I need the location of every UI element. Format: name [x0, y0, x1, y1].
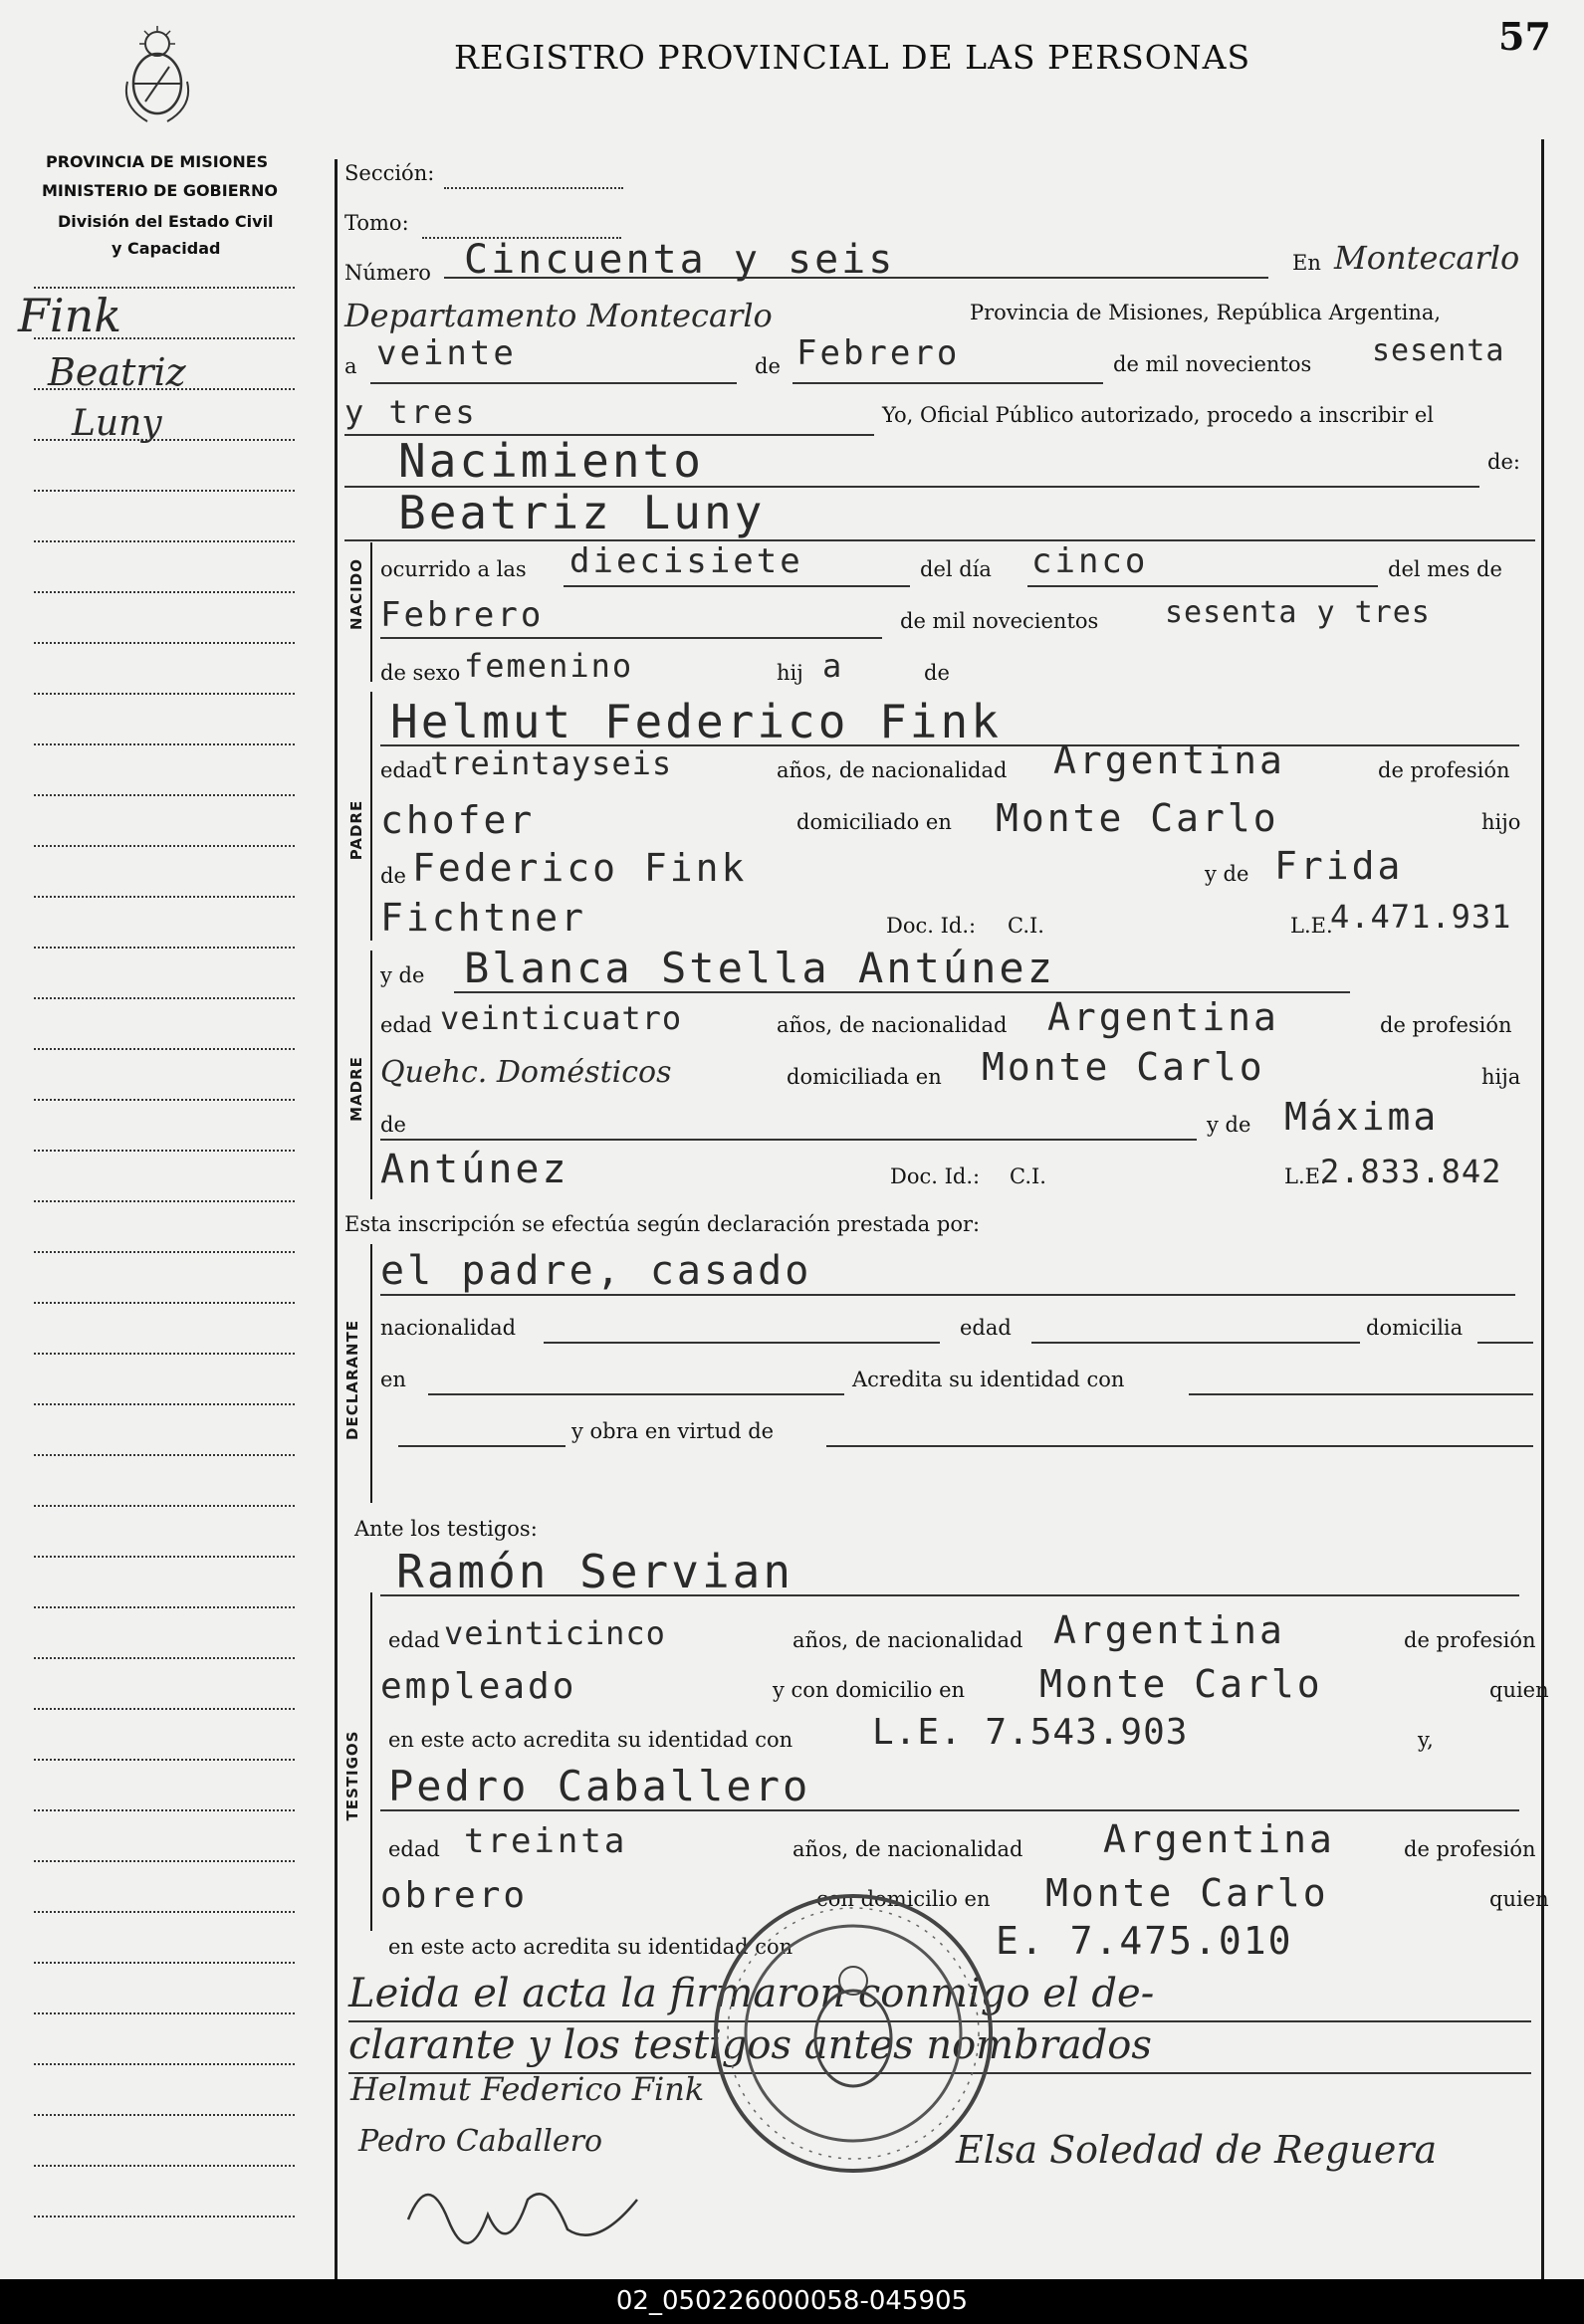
madre-prof-label: de profesión	[1380, 1013, 1512, 1037]
nacido-label: NACIDO	[347, 558, 365, 630]
mes-de-label: de	[755, 354, 781, 378]
margin-ruled-line	[34, 1505, 295, 1507]
padre-edad: treintayseis	[430, 744, 673, 782]
de-padres-label: de	[924, 661, 950, 685]
testigo2-edad-label: edad	[388, 1837, 440, 1861]
margin-ruled-line	[34, 1099, 295, 1101]
testigo2-quien-label: quien	[1489, 1887, 1549, 1911]
margin-ruled-line	[34, 1556, 295, 1558]
margin-given-name-2: Luny	[72, 403, 162, 444]
testigo1-dom-label: y con domicilio en	[773, 1678, 966, 1702]
padre-label: PADRE	[347, 799, 365, 861]
margin-divider-line	[335, 159, 338, 2279]
madre-madre-nombre-b: Antúnez	[380, 1147, 569, 1192]
madre-nombre: Blanca Stella Antúnez	[464, 944, 1056, 992]
madre-nacionalidad: Argentina	[1047, 995, 1279, 1039]
anio-value-b: y tres	[344, 393, 478, 431]
margin-ruled-line	[34, 1353, 295, 1355]
sexo-value: femenino	[464, 647, 634, 685]
madre-nac-label: años, de nacionalidad	[777, 1013, 1008, 1037]
padre-domicilio: Monte Carlo	[996, 796, 1279, 840]
right-border-line	[1541, 139, 1544, 2279]
madre-bracket	[370, 951, 372, 1199]
tomo-label: Tomo:	[344, 211, 409, 235]
firma-oficial: Elsa Soledad de Reguera	[956, 2128, 1438, 2172]
declarante-nac-line	[544, 1342, 940, 1344]
numero-value: Cincuenta y seis	[464, 237, 896, 283]
madre-edad-label: edad	[380, 1013, 432, 1037]
testigos-bracket	[370, 1592, 372, 1931]
margin-ruled-line	[34, 439, 295, 441]
sexo-label: de sexo	[380, 661, 461, 685]
coat-of-arms-emblem	[117, 22, 197, 126]
acto-value: Nacimiento	[398, 434, 704, 488]
margin-ruled-line	[34, 337, 295, 339]
testigo2-dom-label: con domicilio en	[816, 1887, 991, 1911]
a-label: a	[344, 354, 357, 378]
numero-label: Número	[344, 261, 431, 285]
margin-ruled-line	[34, 1759, 295, 1761]
firma-testigo: Pedro Caballero	[358, 2124, 603, 2159]
del-mes-label: del mes de	[1388, 557, 1502, 581]
margin-ruled-line	[34, 1302, 295, 1304]
testigo1-nacionalidad: Argentina	[1053, 1608, 1285, 1652]
margin-ruled-line	[34, 2216, 295, 2218]
madre-le: 2.833.842	[1320, 1153, 1502, 1190]
padre-ci-label: C.I.	[1008, 914, 1044, 938]
declarante-edad-label: edad	[960, 1316, 1012, 1340]
declarante-obra-label: y obra en virtud de	[571, 1419, 775, 1443]
del-dia-label: del día	[920, 557, 992, 581]
margin-ruled-line	[34, 1708, 295, 1710]
margin-ruled-line	[34, 896, 295, 898]
testigo1-nombre-line	[380, 1594, 1519, 1596]
testigo1-y-label: y,	[1418, 1728, 1434, 1752]
margin-ruled-line	[34, 287, 295, 289]
seccion-label: Sección:	[344, 161, 435, 185]
madre-le-label: L.E.	[1284, 1164, 1327, 1188]
ocurrido-label: ocurrido a las	[380, 557, 527, 581]
margin-ruled-line	[34, 2114, 295, 2116]
margin-ruled-line	[34, 642, 295, 644]
margin-ruled-line	[34, 1657, 295, 1659]
testigo1-documento: L.E. 7.543.903	[872, 1712, 1189, 1753]
testigo1-domicilio: Monte Carlo	[1039, 1662, 1323, 1706]
testigo2-profesion: obrero	[380, 1875, 529, 1916]
departamento-value: Departamento Montecarlo	[344, 297, 773, 334]
madre-y-de-label: y de	[380, 963, 425, 987]
margin-ruled-line	[34, 1403, 295, 1405]
madre-de-line	[380, 1139, 1197, 1141]
agency-line-4: y Capacidad	[112, 239, 221, 258]
testigo1-profesion: empleado	[380, 1666, 577, 1707]
padre-de-label: de	[380, 864, 406, 888]
margin-ruled-line	[34, 591, 295, 593]
declarante-en-line	[428, 1393, 844, 1395]
hora-value: diecisiete	[569, 541, 803, 581]
testigo1-prof-label: de profesión	[1404, 1628, 1536, 1652]
testigo2-edad: treinta	[464, 1821, 628, 1861]
padre-madre-nombre-b: Fichtner	[380, 896, 587, 940]
testigo2-nombre: Pedro Caballero	[388, 1762, 811, 1810]
anio-value-a: sesenta	[1372, 333, 1505, 368]
margin-ruled-line	[34, 1200, 295, 1202]
declarante-acredita-line	[1189, 1393, 1533, 1395]
declarante-dom-line	[1477, 1342, 1533, 1344]
de-colon-label: de:	[1487, 450, 1520, 474]
padre-nac-label: años, de nacionalidad	[777, 758, 1008, 782]
margin-ruled-line	[34, 540, 295, 542]
padre-bracket	[370, 692, 372, 941]
declarante-nombre: el padre, casado	[380, 1248, 812, 1294]
padre-prof-label: de profesión	[1378, 758, 1510, 782]
testigos-label: TESTIGOS	[343, 1730, 361, 1821]
padre-madre-nombre-a: Frida	[1274, 844, 1404, 888]
madre-label: MADRE	[347, 1056, 365, 1122]
mes-nac-value: Febrero	[380, 595, 545, 635]
declarante-nac-label: nacionalidad	[380, 1316, 517, 1340]
declarante-bracket	[370, 1244, 372, 1503]
footer-id: 02_050226000058-045905	[615, 2286, 969, 2316]
madre-doc-label: Doc. Id.:	[890, 1164, 981, 1188]
hora-line	[564, 585, 910, 587]
madre-edad: veinticuatro	[440, 999, 683, 1037]
margin-ruled-line	[34, 2012, 295, 2014]
declarante-pre-obra-line	[398, 1445, 566, 1447]
testigo2-nac-label: años, de nacionalidad	[792, 1837, 1023, 1861]
document-title: REGISTRO PROVINCIAL DE LAS PERSONAS	[454, 38, 1251, 77]
margin-ruled-line	[34, 845, 295, 847]
declarante-edad-line	[1031, 1342, 1360, 1344]
madre-de-label: de	[380, 1113, 406, 1137]
madre-y-de2-label: y de	[1207, 1113, 1251, 1137]
margin-ruled-line	[34, 2165, 295, 2167]
agency-line-2: MINISTERIO DE GOBIERNO	[42, 181, 278, 200]
declarante-en-label: en	[380, 1368, 406, 1391]
nombre-value: Beatriz Luny	[398, 486, 766, 539]
padre-profesion: chofer	[380, 798, 536, 842]
dia-line	[370, 382, 737, 384]
mil-nac-label: de mil novecientos	[900, 609, 1099, 633]
testigo1-edad-label: edad	[388, 1628, 440, 1652]
margin-ruled-line	[34, 1251, 295, 1253]
hij-label: hij	[777, 661, 803, 685]
testigo2-documento: E. 7.475.010	[996, 1919, 1293, 1963]
en-label: En	[1292, 251, 1321, 275]
padre-nacionalidad: Argentina	[1053, 739, 1285, 782]
margin-ruled-line	[34, 794, 295, 796]
madre-ci-label: C.I.	[1010, 1164, 1046, 1188]
anio-nac-value: sesenta y tres	[1165, 595, 1431, 630]
seccion-field	[444, 187, 623, 189]
mes-value: Febrero	[796, 333, 961, 373]
margin-ruled-line	[34, 947, 295, 949]
margin-ruled-line	[34, 1150, 295, 1152]
madre-hija-label: hija	[1481, 1065, 1521, 1089]
margin-ruled-line	[34, 743, 295, 745]
padre-nombre: Helmut Federico Fink	[390, 695, 1002, 748]
madre-madre-nombre-a: Máxima	[1284, 1095, 1440, 1139]
padre-hijo-label: hijo	[1481, 810, 1521, 834]
testigo1-nac-label: años, de nacionalidad	[792, 1628, 1023, 1652]
dia-value: veinte	[376, 333, 517, 373]
madre-domicilio: Monte Carlo	[982, 1045, 1265, 1089]
declarante-label: DECLARANTE	[343, 1319, 361, 1440]
margin-given-name-1: Beatriz	[48, 350, 186, 394]
testigo1-acredita-label: en este acto acredita su identidad con	[388, 1728, 793, 1752]
testigo1-quien-label: quien	[1489, 1678, 1549, 1702]
numero-line	[444, 277, 1268, 279]
testigos-intro: Ante los testigos:	[354, 1517, 538, 1541]
margin-ruled-line	[34, 1048, 295, 1050]
mes-nac-line	[380, 637, 882, 639]
madre-profesion: Quehc. Domésticos	[380, 1055, 672, 1090]
madre-dom-label: domiciliada en	[787, 1065, 942, 1089]
testigo2-prof-label: de profesión	[1404, 1837, 1536, 1861]
declarante-intro: Esta inscripción se efectúa según declaración prestada por:	[344, 1212, 981, 1236]
mes-line	[792, 382, 1103, 384]
declarante-dom-label: domicilia	[1366, 1316, 1464, 1340]
oficial-label: Yo, Oficial Público autorizado, procedo a inscribir el	[882, 403, 1434, 427]
padre-padre-nombre: Federico Fink	[412, 846, 748, 890]
margin-ruled-line	[34, 693, 295, 695]
testigo2-nombre-line	[380, 1809, 1519, 1811]
margin-ruled-line	[34, 1454, 295, 1456]
declarante-acredita-label: Acredita su identidad con	[852, 1368, 1125, 1391]
testigo2-acredita-label: en este acto acredita su identidad con	[388, 1935, 793, 1959]
declarante-nombre-line	[380, 1294, 1515, 1296]
provincia-label: Provincia de Misiones, República Argentina,	[970, 301, 1442, 324]
margin-ruled-line	[34, 1606, 295, 1608]
testigo2-domicilio: Monte Carlo	[1045, 1871, 1329, 1915]
mil-novecientos-label: de mil novecientos	[1113, 352, 1312, 376]
margin-ruled-line	[34, 2063, 295, 2065]
testigo2-nacionalidad: Argentina	[1103, 1817, 1335, 1861]
page-number: 57	[1498, 14, 1551, 59]
dia-nac-line	[1027, 585, 1378, 587]
madre-nombre-line	[454, 991, 1350, 993]
margin-ruled-line	[34, 388, 295, 390]
testigo1-nombre: Ramón Servian	[396, 1545, 794, 1598]
margin-ruled-line	[34, 1860, 295, 1862]
nombre-line	[344, 539, 1535, 541]
padre-doc-label: Doc. Id.:	[886, 914, 977, 938]
declarante-obra-line	[826, 1445, 1533, 1447]
padre-le-label: L.E.	[1290, 914, 1333, 938]
margin-ruled-line	[34, 1809, 295, 1811]
dia-nac-value: cinco	[1031, 541, 1149, 581]
official-stamp-seal	[709, 1889, 998, 2178]
margin-surname: Fink	[18, 289, 122, 342]
padre-y-de-label: y de	[1205, 862, 1249, 886]
margin-ruled-line	[34, 1911, 295, 1913]
nacido-bracket	[370, 542, 372, 682]
agency-line-3: División del Estado Civil	[58, 212, 274, 231]
margin-ruled-line	[34, 1962, 295, 1964]
agency-line-1: PROVINCIA DE MISIONES	[46, 152, 269, 171]
margin-ruled-line	[34, 997, 295, 999]
en-value: Montecarlo	[1334, 239, 1520, 277]
firma-padre: Helmut Federico Fink	[350, 2070, 705, 2108]
margin-ruled-line	[34, 490, 295, 492]
closing-line-1: Leida el acta la firmaron conmigo el de-	[348, 1971, 1155, 2016]
footer-id-bar	[0, 2279, 1584, 2324]
closing-line-2: clarante y los testigos antes nombrados	[348, 2022, 1152, 2068]
hij-suffix: a	[822, 647, 845, 685]
padre-edad-label: edad	[380, 758, 432, 782]
padre-le: 4.471.931	[1330, 898, 1512, 936]
signature-scribble	[398, 2160, 657, 2269]
testigo1-edad: veinticinco	[444, 1614, 666, 1652]
padre-dom-label: domiciliado en	[796, 810, 952, 834]
